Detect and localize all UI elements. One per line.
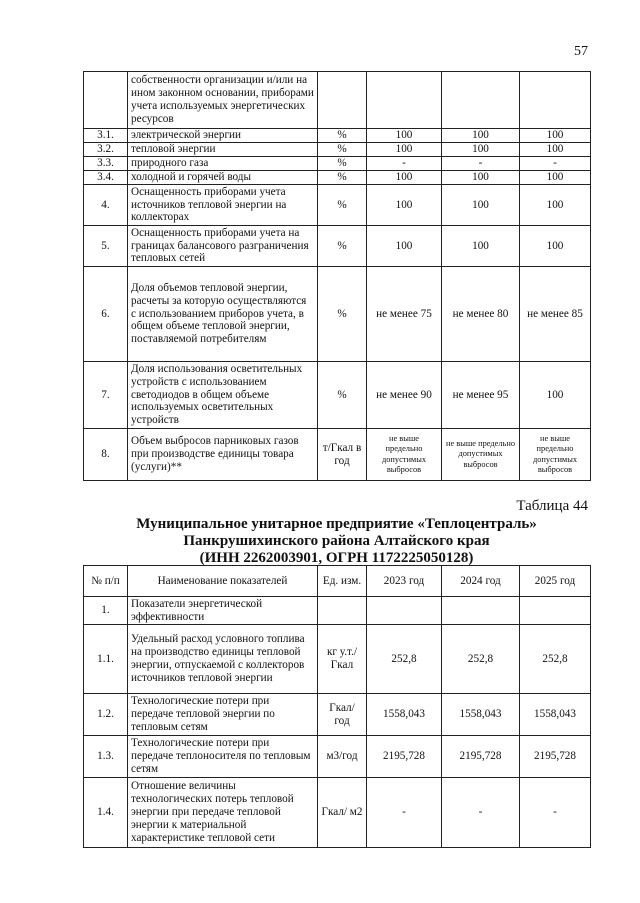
value-cell: 100 (367, 129, 442, 143)
header-year-3: 2025 год (520, 566, 591, 597)
header-year-2: 2024 год (442, 566, 520, 597)
value-cell: не выше предельно допустимых выбросов (367, 429, 442, 481)
value-cell: не менее 75 (367, 267, 442, 362)
title-line-3: (ИНН 2262003901, ОГРН 1172225050128) (199, 550, 474, 566)
value-cell: 2195,728 (442, 736, 520, 778)
value-cell: 100 (442, 226, 520, 267)
table-row (84, 362, 591, 429)
value-cell: - (520, 778, 591, 848)
value-cell: 100 (367, 143, 442, 157)
value-cell: 100 (442, 129, 520, 143)
table-row (84, 143, 591, 157)
value-cell: - (367, 778, 442, 848)
indicator-name: электрической энергии (128, 129, 318, 143)
unit-cell (318, 597, 367, 625)
table-row (84, 226, 591, 267)
table-row (84, 625, 591, 694)
value-cell (520, 72, 591, 129)
value-cell: 100 (520, 362, 591, 429)
unit-cell: м3/год (318, 736, 367, 778)
value-cell: 100 (442, 143, 520, 157)
row-number (84, 72, 128, 129)
row-number: 1.1. (84, 625, 128, 694)
value-cell: 2195,728 (367, 736, 442, 778)
row-number: 3.3. (84, 157, 128, 171)
value-cell: 100 (442, 185, 520, 226)
row-number: 1.3. (84, 736, 128, 778)
row-number: 3.1. (84, 129, 128, 143)
indicator-name: тепловой энергии (128, 143, 318, 157)
unit-cell: % (318, 362, 367, 429)
value-cell: не менее 90 (367, 362, 442, 429)
table-row (84, 778, 591, 848)
table-caption: Таблица 44 (516, 498, 588, 514)
value-cell: не выше предельно допустимых выбросов (442, 429, 520, 481)
value-cell: - (442, 157, 520, 171)
row-number: 1. (84, 597, 128, 625)
value-cell: не выше предельно допустимых выбросов (520, 429, 591, 481)
value-cell: 1558,043 (520, 694, 591, 736)
table-header-row (84, 566, 591, 597)
value-cell: 100 (520, 143, 591, 157)
efficiency-indicators-table (83, 565, 591, 848)
value-cell: 252,8 (442, 625, 520, 694)
value-cell: - (520, 157, 591, 171)
value-cell: 100 (367, 185, 442, 226)
unit-cell: % (318, 129, 367, 143)
indicator-name: Объем выбросов парниковых газов при производстве единицы товара (услуги)** (128, 429, 318, 481)
value-cell: 1558,043 (367, 694, 442, 736)
unit-cell (318, 72, 367, 129)
row-number: 8. (84, 429, 128, 481)
table-row (84, 129, 591, 143)
row-number: 5. (84, 226, 128, 267)
unit-cell: Гкал/ м2 (318, 778, 367, 848)
value-cell: - (367, 157, 442, 171)
unit-cell: % (318, 185, 367, 226)
indicator-name: Отношение величины технологических потерь тепловой энергии при передаче тепловой энергии к материальной характеристике тепловой сети (128, 778, 318, 848)
value-cell (442, 597, 520, 625)
unit-cell: % (318, 143, 367, 157)
value-cell: не менее 95 (442, 362, 520, 429)
table-row (84, 72, 591, 129)
value-cell: 1558,043 (442, 694, 520, 736)
indicator-name: собственности организации и/или на ином законном основании, приборами учета используемых энергетических ресурсов (128, 72, 318, 129)
value-cell (520, 597, 591, 625)
table-row (84, 171, 591, 185)
unit-cell: % (318, 267, 367, 362)
value-cell: 100 (520, 226, 591, 267)
table-row (84, 597, 591, 625)
indicator-name: природного газа (128, 157, 318, 171)
indicator-name: Технологические потери при передаче тепловой энергии по тепловым сетям (128, 694, 318, 736)
unit-cell: кг у.т./ Гкал (318, 625, 367, 694)
row-number: 3.4. (84, 171, 128, 185)
value-cell: 100 (520, 171, 591, 185)
header-name: Наименование показателей (128, 566, 318, 597)
row-number: 4. (84, 185, 128, 226)
indicator-name: Технологические потери при передаче теплоносителя по тепловым сетям (128, 736, 318, 778)
table-row (84, 267, 591, 362)
value-cell: 100 (367, 226, 442, 267)
row-number: 7. (84, 362, 128, 429)
value-cell: - (442, 778, 520, 848)
indicator-name: Удельный расход условного топлива на производство единицы тепловой энергии, отпускаемой с коллекторов источников тепловой энергии (128, 625, 318, 694)
indicator-name: Показатели энергетической эффективности (128, 597, 318, 625)
page-number: 57 (574, 44, 588, 59)
table-row (84, 157, 591, 171)
table-row (84, 429, 591, 481)
value-cell (367, 72, 442, 129)
value-cell: 100 (520, 129, 591, 143)
row-number: 1.4. (84, 778, 128, 848)
unit-cell: т/Гкал в год (318, 429, 367, 481)
unit-cell: % (318, 171, 367, 185)
unit-cell: % (318, 157, 367, 171)
indicator-name: Доля объемов тепловой энергии, расчеты за которую осуществляются с использованием приборов учета, в общем объеме тепловой энергии, поставляемой потребителям (128, 267, 318, 362)
row-number: 6. (84, 267, 128, 362)
indicator-name: Доля использования осветительных устройств с использованием светодиодов в общем объеме используемых осветительных устройств (128, 362, 318, 429)
row-number: 3.2. (84, 143, 128, 157)
title-line-2: Панкрушихинского района Алтайского края (183, 533, 490, 549)
table-row (84, 185, 591, 226)
unit-cell: % (318, 226, 367, 267)
indicator-name: Оснащенность приборами учета источников тепловой энергии на коллекторах (128, 185, 318, 226)
indicator-name: Оснащенность приборами учета на границах балансового разграничения тепловых сетей (128, 226, 318, 267)
value-cell: 2195,728 (520, 736, 591, 778)
title-line-1: Муниципальное унитарное предприятие «Теплоцентраль» (136, 516, 537, 532)
table-row (84, 736, 591, 778)
value-cell: 252,8 (367, 625, 442, 694)
indicator-name: холодной и горячей воды (128, 171, 318, 185)
value-cell: 100 (442, 171, 520, 185)
table-title (83, 516, 590, 567)
value-cell: 100 (520, 185, 591, 226)
header-year-1: 2023 год (367, 566, 442, 597)
value-cell (367, 597, 442, 625)
value-cell: 100 (367, 171, 442, 185)
row-number: 1.2. (84, 694, 128, 736)
unit-cell: Гкал/ год (318, 694, 367, 736)
value-cell: не менее 85 (520, 267, 591, 362)
value-cell (442, 72, 520, 129)
table-row (84, 694, 591, 736)
value-cell: 252,8 (520, 625, 591, 694)
header-num: № п/п (84, 566, 128, 597)
energy-metering-table (83, 71, 591, 481)
value-cell: не менее 80 (442, 267, 520, 362)
header-unit: Ед. изм. (318, 566, 367, 597)
